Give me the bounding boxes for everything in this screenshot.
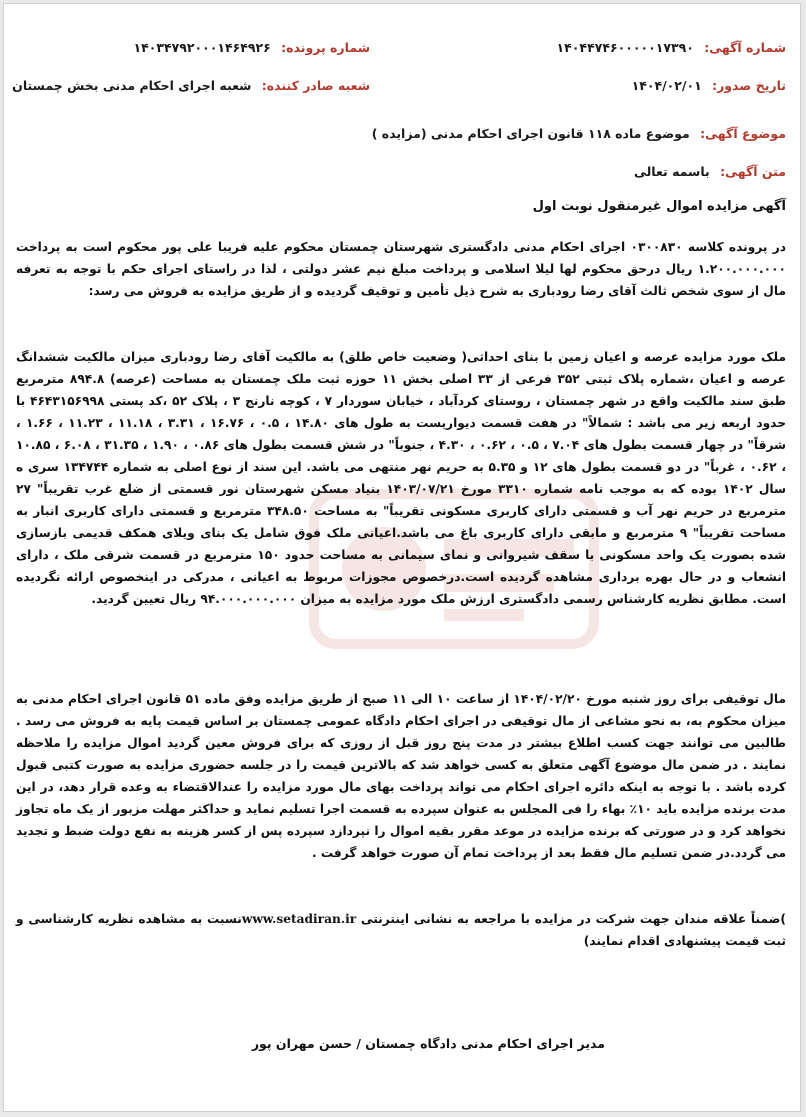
header-row-1: [4, 40, 800, 64]
paragraph-case: در پرونده کلاسه ۰۳۰۰۸۳۰ اجرای احکام مدنی دادگستری شهرستان چمستان محکوم علیه فریبا علی پور محکوم است به پرداخت ۱.۲۰۰.۰۰۰.۰۰۰ ریال درحق محکوم لها لیلا اسلامی و پرداخت مبلغ نیم عشر دولتی ، لذا در راستای اجرای حکم با توجه به تعرفه مال از سوی شخص ثالث آقای رضا رودباری به شرح ذیل تأمین و توقیف گردیده و از طریق مزایده به فروش می رسد:: [16, 240, 787, 298]
notice-page: [3, 3, 801, 1112]
subject-value: موضوع ماده ۱۱۸ قانون اجرای احکام مدنی (مزایده ): [371, 126, 690, 141]
ad-number-value: ۱۴۰۴۴۷۴۶۰۰۰۰۰۱۷۳۹۰: [556, 40, 694, 55]
paragraph-property: ملک مورد مزایده عرصه و اعیان زمین با بنای احداثی( وضعیت خاص طلق) به مالکیت آقای رضا رودباری میزان مالکیت ششدانگ عرصه و اعیان ،شماره پلاک ثبتی ۳۵۲ فرعی از ۳۳ اصلی بخش ۱۱ حوزه ثبت ملک چمستان به مساحت (عرصه) ۸۹۴.۸ مترمربع طبق سند مالکیت واقع در شهر چمستان ، روستای کردآباد ، خیابان سوردار ۷ ، کوچه نارنج ۳ ، پلاک ۵۲ ،کد پستی ۴۶۴۳۱۵۶۹۹۸ با حدود اربعه زیر می باشد : شمالاً" در هفت قسمت دیواریست به طول های ۱۴.۸۰ ، ۰.۵ ، ۱۶.۷۶ ، ۳.۳۱ ، ۱۱.۱۸ ، ۱۱.۲۳ ، ۱.۶۶ ، شرقاً" در چهار قسمت بطول های ۷.۰۴ ، ۰.۵ ، ۰.۶۲ ، ۴.۳۰ ، جنوباً" در شش قسمت بطول های ۰.۸۶ ، ۱.۹۰ ، ۳۱.۳۵ ، ۶.۰۸ ، ۱۰.۸۵ ، ۰.۶۲ ، غرباً" در دو قسمت بطول های ۱۲ و ۵.۳۵ به حریم نهر منتهی می باشد. این سند از نوع اصلی به شماره ۱۳۴۷۴۴ سری ه سال ۱۴۰۲ بوده که به موجب نامه شماره ۳۳۱۰ مورخ ۱۴۰۳/۰۷/۲۱ بنیاد مسکن شهرستان نور قسمتی از ضلع غرب تقریباً" ۲۷ مترمربع در حریم نهر آب و قسمتی دارای کاربری مسکونی تقریباً" به مساحت ۳۴۸.۵۰ مترمربع و قسمتی دارای کاربری انبار به مساحت تقریباً" ۹ مترمربع و مابقی دارای کاربری باغ می باشد.اعیانی ملک فوق شامل یک بنای ویلای همکف قدیمی بازسازی شده بصورت یک واحد مسکونی با سقف شیروانی و نمای سیمانی به مساحت حدود ۱۵۰ مترمربع در قسمت شرقی ملک ، دارای انشعاب و در حال بهره برداری مشاهده گردیده است.درخصوص مجوزات مربوط به اعیانی ، مدرکی در اینخصوص ارائه نگردیده است. مطابق نظریه کارشناس رسمی دادگستری ارزش ملک مورد مزایده به میزان ۹۴.۰۰۰.۰۰۰.۰۰۰ ریال تعیین گردید.: [16, 350, 787, 606]
issue-date-value: ۱۴۰۴/۰۲/۰۱: [631, 78, 702, 93]
ad-number: [557, 40, 786, 55]
body-label: متن آگهی:: [720, 164, 786, 179]
paragraph-online: [16, 908, 786, 952]
website-link[interactable]: www.setadiran.ir: [241, 912, 357, 926]
notice-title: آگهی مزایده اموال غیرمنقول نوبت اول: [532, 199, 786, 214]
signature: مدیر اجرای احکام مدنی دادگاه چمستان / حسن مهران پور: [251, 1036, 605, 1051]
case-number: [133, 40, 370, 55]
issue-date-label: تاریخ صدور:: [712, 78, 786, 93]
header-row-2: [4, 78, 800, 102]
subject-line: [372, 126, 786, 141]
ad-number-label: شماره آگهی:: [704, 40, 786, 55]
case-number-value: ۱۴۰۳۴۷۹۲۰۰۰۱۴۶۴۹۲۶: [133, 40, 271, 55]
body-header: [634, 164, 786, 179]
subject-label: موضوع آگهی:: [700, 126, 786, 141]
paragraph-auction-terms: مال توقیفی برای روز شنبه مورخ ۱۴۰۴/۰۲/۲۰ از ساعت ۱۰ الی ۱۱ صبح از طریق مزایده وفق ماده ۵۱ قانون اجرای احکام مدنی به میزان محکوم به، به نحو مشاعی از مال توقیفی در اجرای احکام دادگاه عمومی چمستان بر اساس قیمت پایه به فروش می رسد . طالبین می توانند جهت کسب اطلاع بیشتر در مدت پنج روز قبل از روزی که برای فروش معین گردید اموال مزایده را ملاحظه نمایند . در ضمن مال موضوع آگهی متعلق به کسی خواهد شد که بالاترین قیمت را در جلسه حضوری مزایده به صورت کتبی قبول کرده باشد . با توجه به اینکه دائره اجرای احکام می تواند پرداخت بهای مال مورد مزایده را عندالاقتضاء به وعده قرار دهد، در این مدت برنده مزایده باید ۱۰٪ بهاء را فی المجلس به عنوان سپرده به قسمت اجرا تسلیم نماید و حداکثر مهلت مزبور از یک ماه تجاوز نخواهد کرد و در صورتی که برنده مزایده در موعد مقرر بقیه اموال را نپردازد سپرده پس از کسر هزینه به نفع دولت ضبط و تجدید می گردد.در ضمن تسلیم مال فقط بعد از پرداخت تمام آن صورت خواهد گرفت .: [16, 692, 787, 860]
issuer-value: شعبه اجرای احکام مدنی بخش چمستان: [12, 78, 252, 93]
issue-date: [632, 78, 786, 93]
online-text-after: نسبت به مشاهده نظریه کارشناسی و ثبت قیمت پیشنهادی اقدام نمایند): [16, 912, 786, 948]
online-text-before: )ضمناً علاقه مندان جهت شرکت در مزایده با مراجعه به نشانی اینترنتی: [360, 912, 786, 926]
issuer: [12, 78, 370, 93]
case-number-label: شماره پرونده:: [281, 40, 370, 55]
salutation: باسمه تعالی: [633, 164, 710, 179]
issuer-label: شعبه صادر کننده:: [261, 78, 370, 93]
